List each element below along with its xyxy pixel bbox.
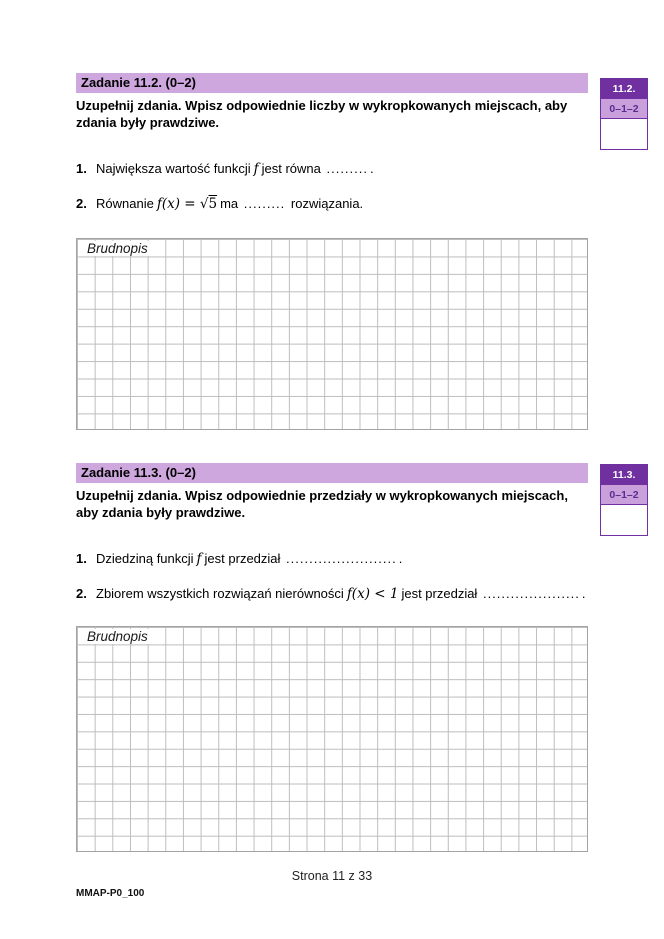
question-number: 1. (76, 551, 87, 566)
question-number: 1. (76, 161, 87, 176)
question-text: . (370, 161, 374, 176)
math-f: f (253, 161, 259, 177)
sqrt-icon: √ (199, 196, 209, 212)
score-box-11-3 (600, 464, 648, 536)
answer-blank: ..................... (482, 586, 580, 601)
question-number: 2. (76, 586, 87, 601)
question-text: Największa wartość funkcji (96, 161, 251, 176)
question-text: Dziedziną funkcji (96, 551, 194, 566)
scratchpad-label: Brudnopis (85, 629, 154, 644)
question-text: . (398, 551, 403, 566)
score-box-empty-cell (601, 505, 647, 535)
score-box-11-2 (600, 78, 648, 150)
task-11-2-header-bar: Zadanie 11.2. (0–2) (76, 73, 588, 93)
task-11-2-question-2 (76, 195, 636, 213)
task-11-3-instruction: Uzupełnij zdania. Wpisz odpowiednie przedziały w wykropkowanych miejscach, aby zdania były prawdziwe. (76, 488, 568, 520)
score-box-scale: 0–1–2 (601, 485, 647, 505)
score-box-task-label: 11.2. (601, 79, 647, 99)
page-number: Strona 11 z 33 (291, 869, 373, 883)
sqrt-radicand: 5 (208, 196, 218, 212)
math-inequality: f(x) < 1 (346, 586, 399, 602)
task-11-2-instruction: Uzupełnij zdania. Wpisz odpowiednie liczby w wykropkowanych miejscach, aby zdania były prawdziwe. (76, 98, 568, 130)
question-text: ma (220, 196, 239, 211)
score-box-scale: 0–1–2 (601, 99, 647, 119)
task-11-2-question-1 (76, 160, 636, 178)
question-number: 2. (76, 196, 87, 211)
answer-blank: ......... (326, 161, 368, 176)
question-text: . (581, 586, 586, 601)
task-11-3-header-bar: Zadanie 11.3. (0–2) (76, 463, 588, 483)
answer-blank: ........................ (286, 551, 397, 566)
question-text: jest przedział (204, 551, 281, 566)
answer-blank: ......... (243, 196, 286, 211)
scratchpad-grid-11-3 (76, 626, 588, 852)
math-expression (154, 196, 220, 212)
math-f: f (196, 551, 202, 567)
question-text: Równanie (96, 196, 154, 211)
score-box-empty-cell (601, 119, 647, 149)
task-11-3-question-1 (76, 550, 636, 568)
question-text: Zbiorem wszystkich rozwiązań nierówności (96, 586, 344, 601)
question-text: jest równa (261, 161, 321, 176)
scratchpad-label: Brudnopis (85, 241, 154, 256)
question-text: jest przedział (401, 586, 478, 601)
math-fx-equals: f(x) = (156, 196, 196, 212)
question-text: rozwiązania. (290, 196, 364, 211)
score-box-task-label: 11.3. (601, 465, 647, 485)
task-11-3-question-2 (76, 585, 636, 603)
sheet-code: MMAP-P0_100 (76, 888, 145, 899)
scratchpad-grid-11-2 (76, 238, 588, 430)
